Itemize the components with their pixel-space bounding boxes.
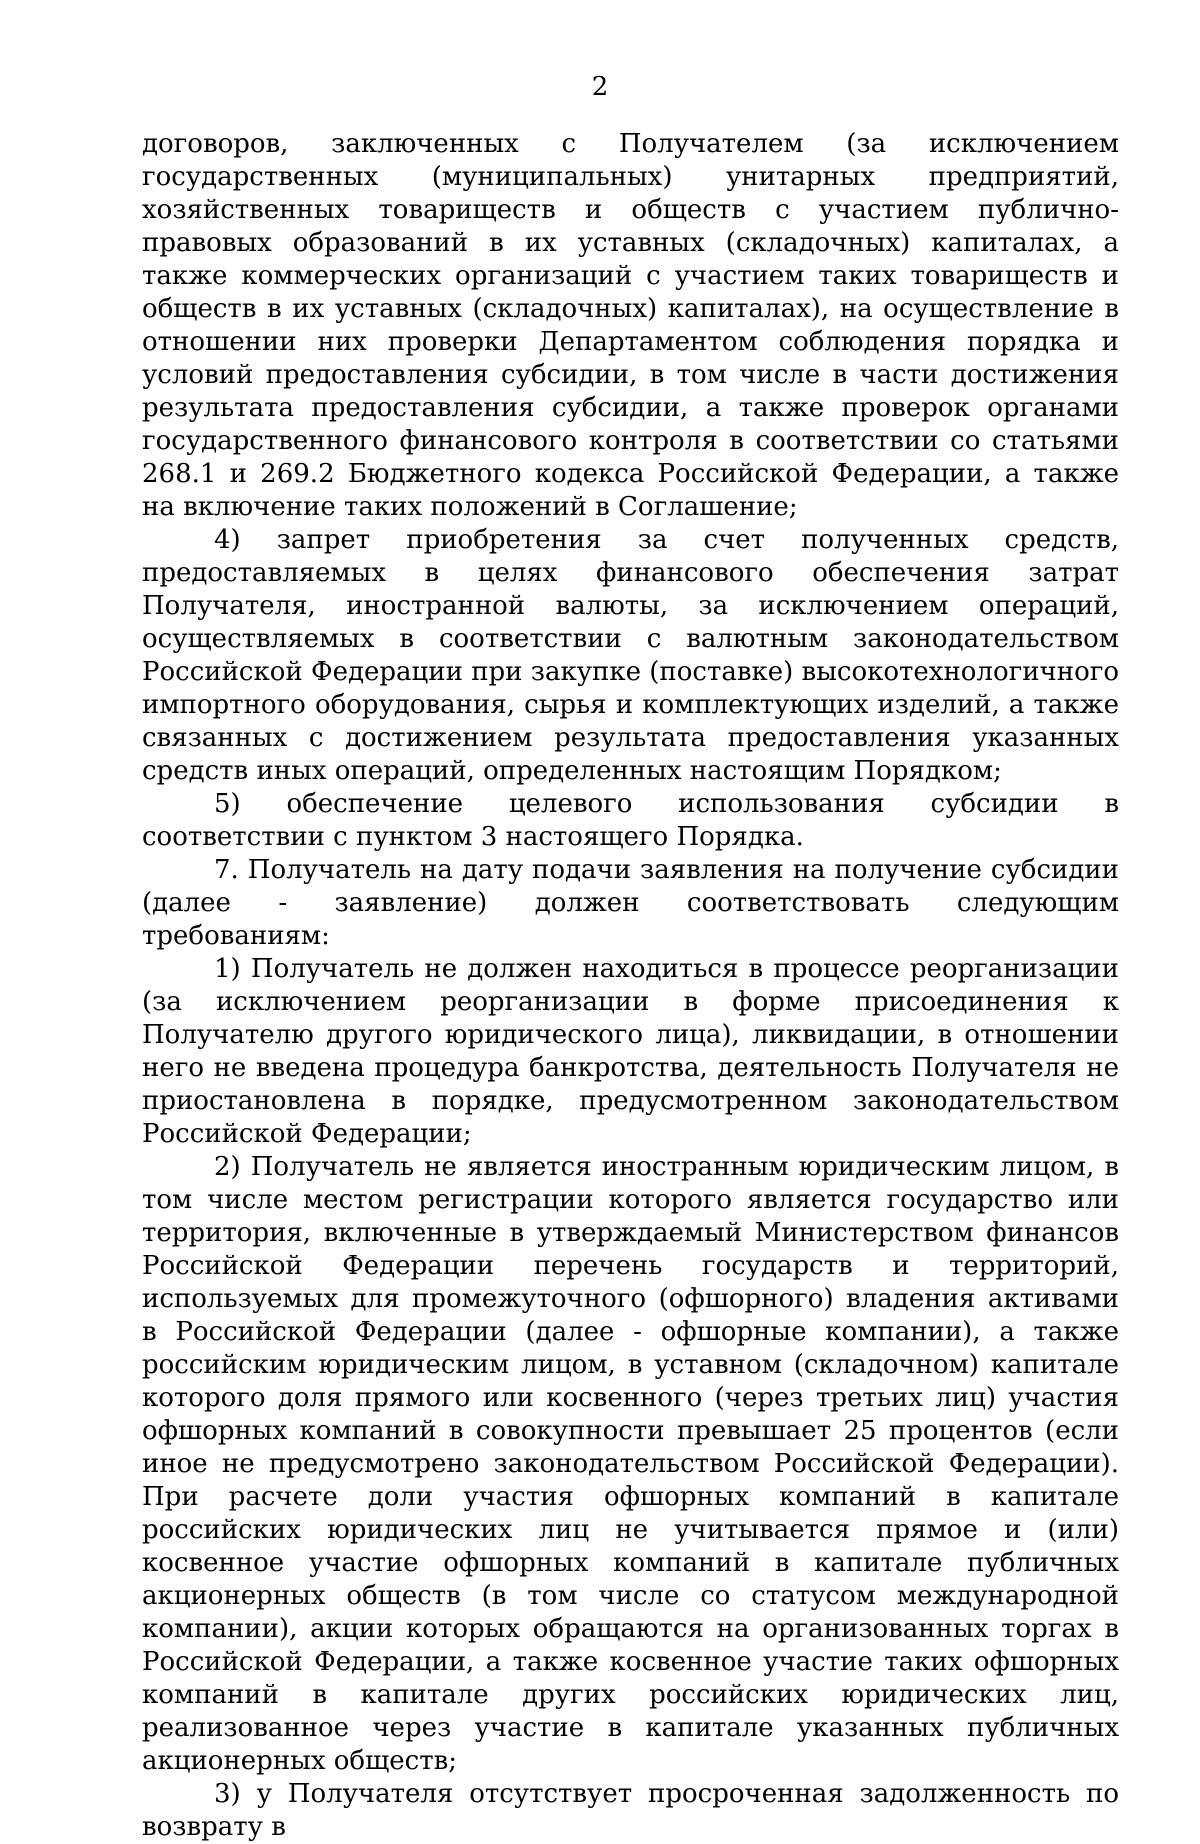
paragraph-clause-7: 7. Получатель на дату подачи заявления на получение субсидии (далее - заявление) должен соответствовать следующим требованиям:: [142, 855, 1119, 951]
paragraph-item-5: 5) обеспечение целевого использования субсидии в соответствии с пунктом 3 настоящего Порядка.: [142, 789, 1119, 852]
paragraph-item-4: 4) запрет приобретения за счет полученных средств, предоставляемых в целях финансового обеспечения затрат Получателя, иностранной валюты, за исключением операций, осуществляемых в соответствии с валютным законодательством Российской Федерации при закупке (поставке) высокотехнологичного импортного оборудования, сырья и комплектующих изделий, а также связанных с достижением результата предоставления указанных средств иных операций, определенных настоящим Порядком;: [142, 525, 1119, 786]
paragraph-continuation: договоров, заключенных с Получателем (за исключением государственных (муниципальных) унитарных предприятий, хозяйственных товариществ и обществ с участием публично-правовых образований в их уставных (складочных) капиталах, а также коммерческих организаций с участием таких товариществ и обществ в их уставных (складочных) капиталах), на осуществление в отношении них проверки Департаментом соблюдения порядка и условий предоставления субсидии, в том числе в части достижения результата предоставления субсидии, а также проверок органами государственного финансового контроля в соответствии со статьями 268.1 и 269.2 Бюджетного кодекса Российской Федерации, а также на включение таких положений в Соглашение;: [142, 129, 1119, 522]
paragraph-requirement-3: 3) у Получателя отсутствует просроченная задолженность по возврату в: [142, 1779, 1119, 1842]
page-number: 2: [591, 72, 609, 102]
paragraph-requirement-2: 2) Получатель не является иностранным юридическим лицом, в том числе местом регистрации которого является государство или территория, включенные в утверждаемый Министерством финансов Российской Федерации перечень государств и территорий, используемых для промежуточного (офшорного) владения активами в Российской Федерации (далее - офшорные компании), а также российским юридическим лицом, в уставном (складочном) капитале которого доля прямого или косвенного (через третьих лиц) участия офшорных компаний в совокупности превышает 25 процентов (если иное не предусмотрено законодательством Российской Федерации). При расчете доли участия офшорных компаний в капитале российских юридических лиц не учитывается прямое и (или) косвенное участие офшорных компаний в капитале публичных акционерных обществ (в том числе со статусом международной компании), акции которых обращаются на организованных торгах в Российской Федерации, а также косвенное участие таких офшорных компаний в капитале других российских юридических лиц, реализованное через участие в капитале указанных публичных акционерных обществ;: [142, 1152, 1119, 1776]
paragraph-requirement-1: 1) Получатель не должен находиться в процессе реорганизации (за исключением реорганизации в форме присоединения к Получателю другого юридического лица), ликвидации, в отношении него не введена процедура банкротства, деятельность Получателя не приостановлена в порядке, предусмотренном законодательством Российской Федерации;: [142, 954, 1119, 1149]
document-body: [142, 128, 1119, 1844]
